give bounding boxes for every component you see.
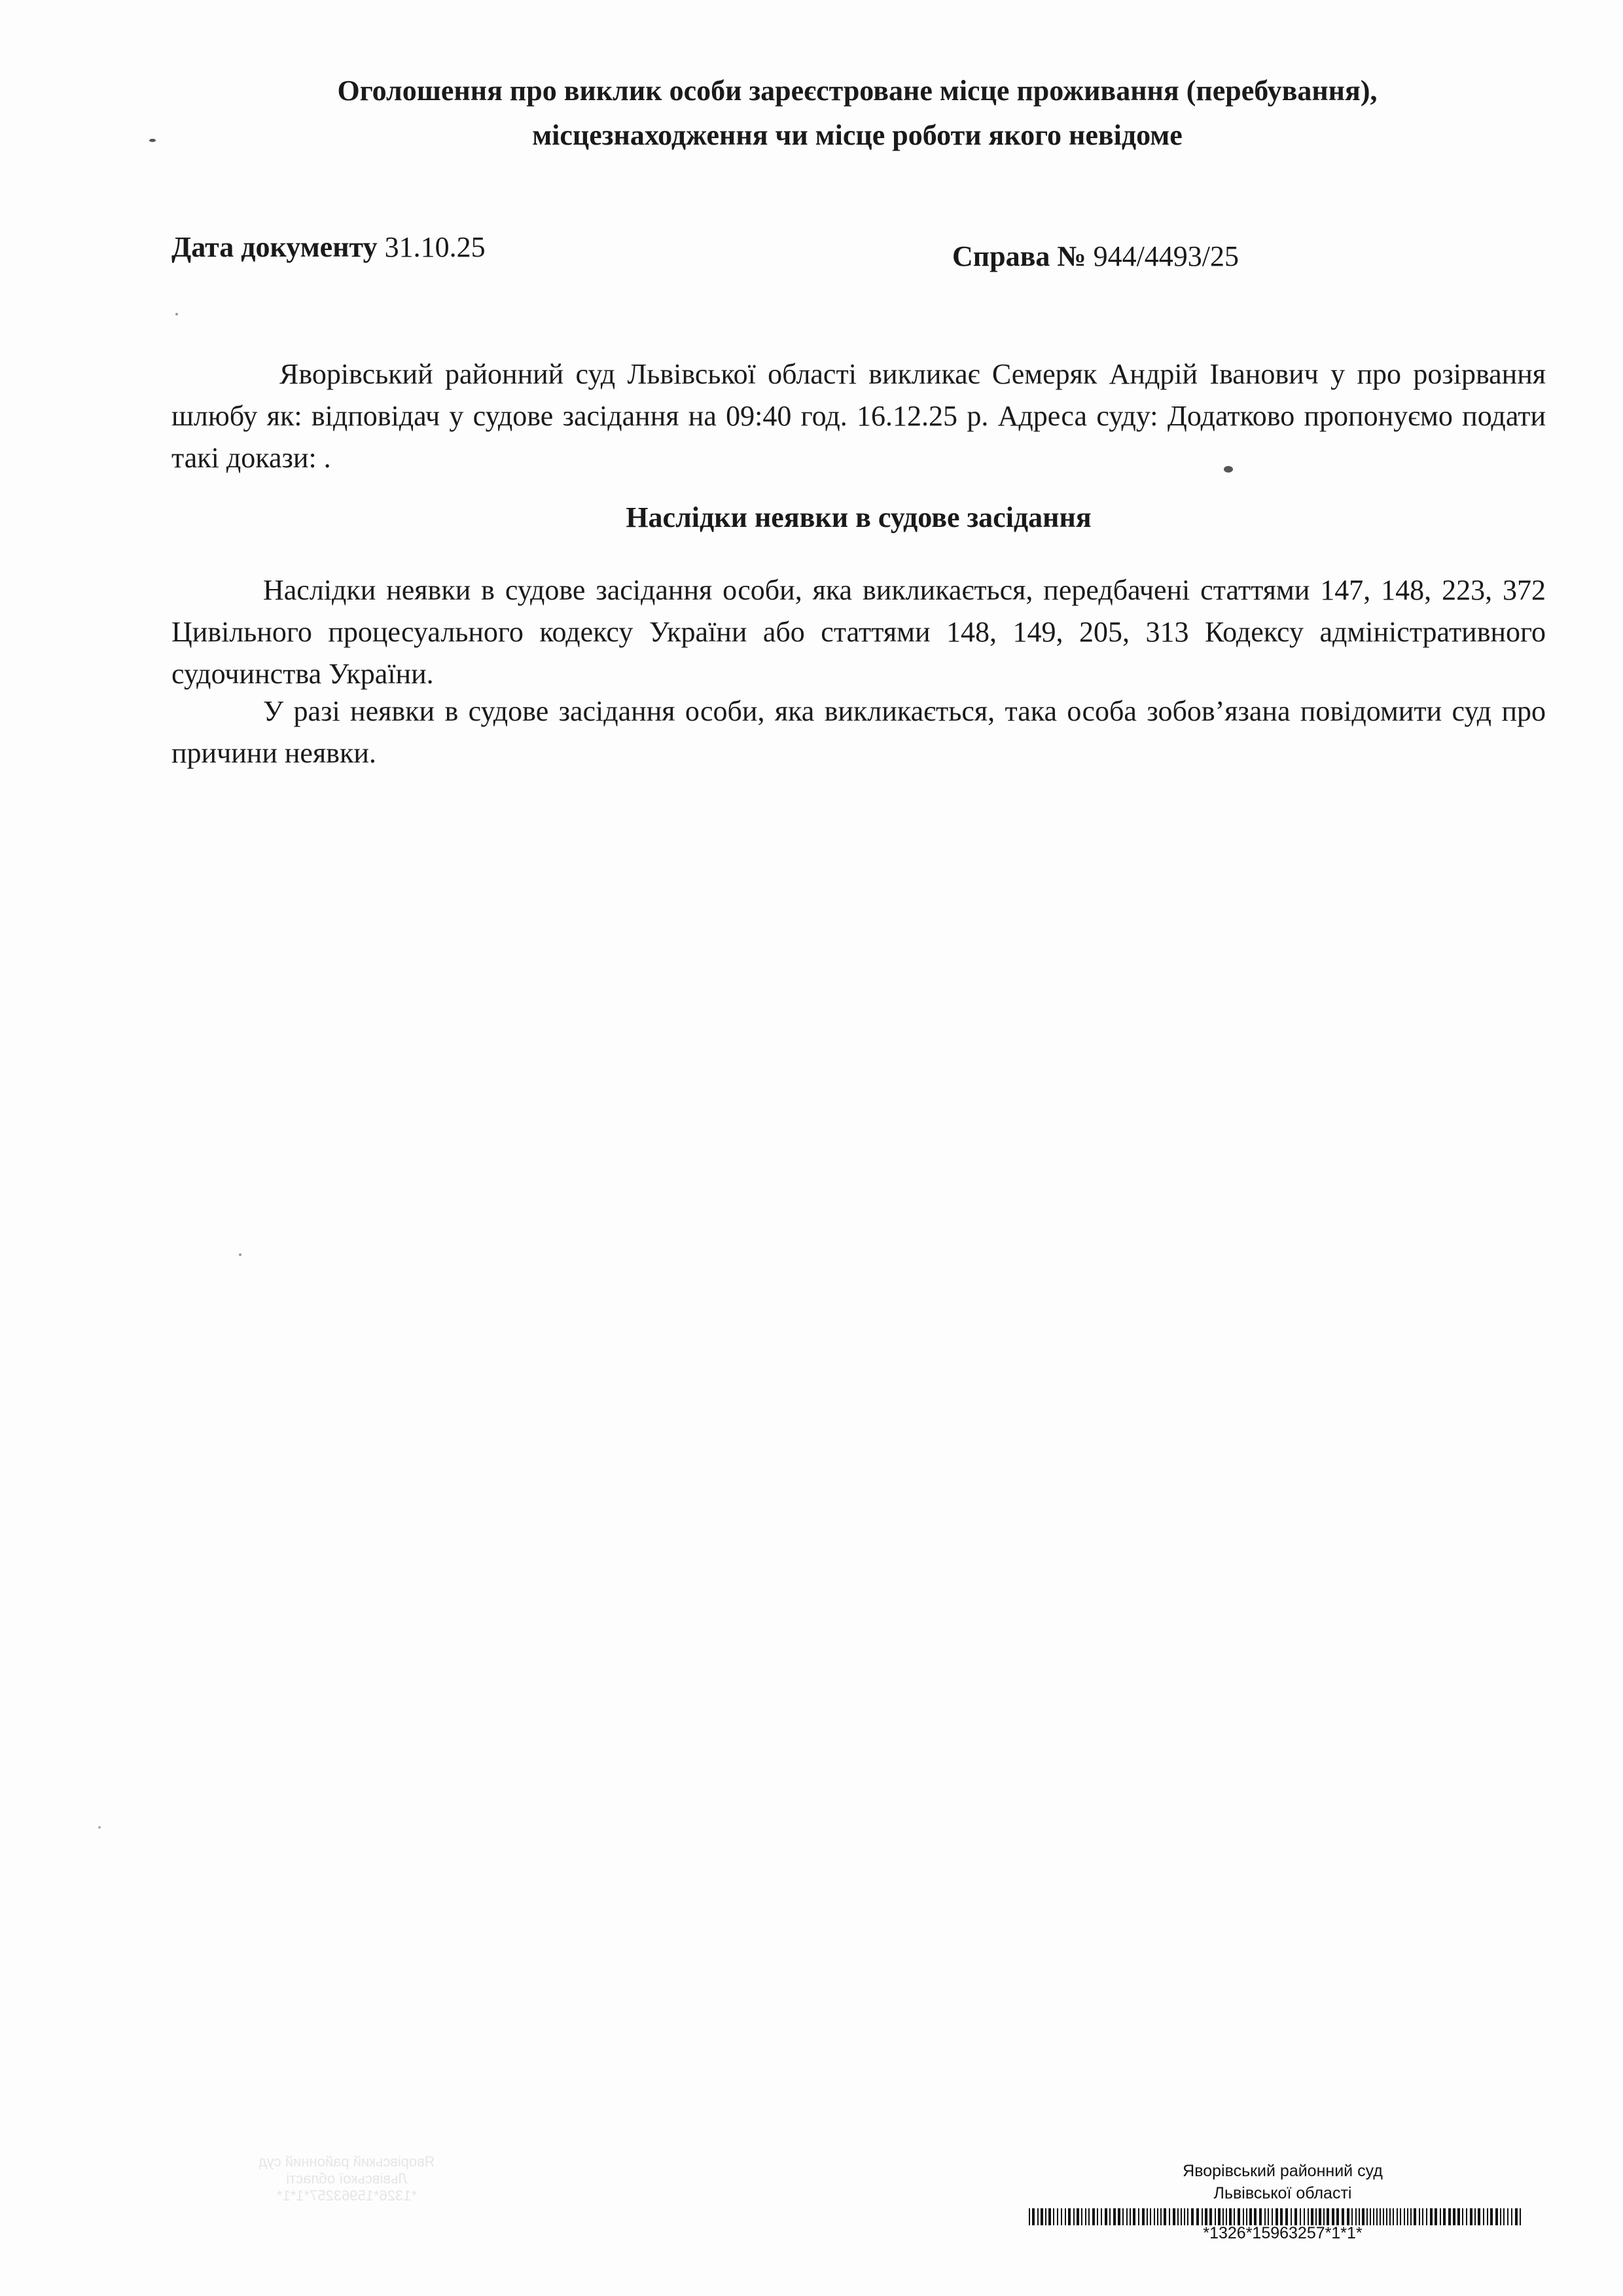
barcode-bar bbox=[1520, 2208, 1521, 2225]
barcode-bar bbox=[1272, 2208, 1273, 2225]
barcode-bar bbox=[1234, 2208, 1235, 2225]
barcode-bar bbox=[1032, 2208, 1035, 2225]
barcode-bar bbox=[1430, 2208, 1433, 2225]
court-stamp-line-1: Яворівський районний суд bbox=[1183, 2162, 1383, 2180]
barcode-bar bbox=[1133, 2208, 1135, 2225]
barcode-bar bbox=[1109, 2208, 1111, 2225]
barcode-bar bbox=[1160, 2208, 1162, 2225]
barcode-bar bbox=[1400, 2208, 1401, 2225]
barcode-bar bbox=[1457, 2208, 1460, 2225]
barcode-bar bbox=[1291, 2208, 1292, 2225]
scan-speck bbox=[1224, 466, 1233, 473]
barcode-bar bbox=[1275, 2208, 1278, 2225]
barcode-bar bbox=[1490, 2208, 1493, 2225]
barcode-bar bbox=[1209, 2208, 1212, 2225]
barcode-bar bbox=[1130, 2208, 1131, 2225]
barcode-bar bbox=[1147, 2208, 1148, 2225]
barcode-bar bbox=[1177, 2208, 1179, 2225]
barcode-bar bbox=[1157, 2208, 1158, 2225]
barcode-bar bbox=[1254, 2208, 1257, 2225]
barcode-bar bbox=[1122, 2208, 1124, 2225]
document-title bbox=[170, 69, 1544, 158]
barcode-number: *1326*15963257*1*1* bbox=[1203, 2224, 1363, 2242]
barcode-bar bbox=[1173, 2208, 1175, 2225]
barcode-bar bbox=[1164, 2208, 1166, 2225]
barcode-bar bbox=[1300, 2208, 1301, 2225]
barcode-bar bbox=[1507, 2208, 1508, 2225]
barcode-bar bbox=[1351, 2208, 1353, 2225]
barcode-bar bbox=[1370, 2208, 1371, 2225]
barcode-bar bbox=[1462, 2208, 1463, 2225]
bleed-through-line-1: Яворівський районний суд bbox=[259, 2153, 435, 2170]
barcode-bar bbox=[1355, 2208, 1357, 2225]
barcode-bar bbox=[1181, 2208, 1182, 2225]
barcode-bar bbox=[1053, 2208, 1054, 2225]
barcode-bar bbox=[1426, 2208, 1427, 2225]
barcode-bar bbox=[1243, 2208, 1244, 2225]
barcode-bar bbox=[1308, 2208, 1309, 2225]
document-date-value: 31.10.25 bbox=[384, 231, 486, 263]
barcode-bar bbox=[1142, 2208, 1145, 2225]
barcode-bar bbox=[1478, 2208, 1480, 2225]
notification-paragraph: У разі неявки в судове засідання особи, яка викликається, така особа зобов’язана повідомити суд про причини неявки. bbox=[171, 695, 1546, 769]
barcode-bar bbox=[1414, 2208, 1416, 2225]
barcode-bar bbox=[1085, 2208, 1086, 2225]
barcode-bar bbox=[1332, 2208, 1334, 2225]
barcode-bar bbox=[1389, 2208, 1391, 2225]
court-stamp bbox=[1021, 2160, 1544, 2204]
barcode-bar bbox=[1373, 2208, 1374, 2225]
summons-paragraph: Яворівський районний суд Львівської області викликає Семеряк Андрій Іванович у про розірвання шлюбу як: відповідач у судове засідання на 09:40 год. 16.12.25 р. Адреса суду: Додатково пропонуємо подати такі докази: . bbox=[171, 358, 1546, 474]
barcode-bar bbox=[1081, 2208, 1082, 2225]
barcode-bar bbox=[1422, 2208, 1423, 2225]
document-date bbox=[171, 230, 486, 264]
barcode-bar bbox=[1440, 2208, 1441, 2225]
barcode-bar bbox=[1249, 2208, 1252, 2225]
barcode bbox=[1029, 2208, 1526, 2225]
barcode-bar bbox=[1483, 2208, 1484, 2225]
barcode-bar bbox=[1077, 2208, 1079, 2225]
barcode-bar bbox=[1397, 2208, 1398, 2225]
consequences-paragraph: Наслідки неявки в судове засідання особи, яка викликається, передбачені статтями 147, 148, 223, 372 Цивільного процесуального кодексу України або статтями 148, 149, 205, 313 Кодексу адміністративного судочинства України. bbox=[171, 574, 1546, 690]
barcode-bar bbox=[1057, 2208, 1058, 2225]
barcode-bar bbox=[1383, 2208, 1384, 2225]
barcode-bar bbox=[1196, 2208, 1199, 2225]
barcode-bar bbox=[1470, 2208, 1472, 2225]
barcode-bar bbox=[1169, 2208, 1170, 2225]
barcode-bar bbox=[1500, 2208, 1501, 2225]
barcode-bar bbox=[1304, 2208, 1305, 2225]
barcode-bar bbox=[1029, 2208, 1030, 2225]
document-title-line-1: Оголошення про виклик особи зареєстроване місце проживання (перебування), bbox=[337, 75, 1378, 107]
barcode-bar bbox=[1187, 2208, 1188, 2225]
barcode-bar bbox=[1311, 2208, 1313, 2225]
document-title-line-2: місцезнаходження чи місце роботи якого невідоме bbox=[532, 119, 1183, 151]
barcode-bar bbox=[1118, 2208, 1120, 2225]
barcode-bar bbox=[1380, 2208, 1381, 2225]
barcode-bar bbox=[1222, 2208, 1224, 2225]
barcode-bar bbox=[1138, 2208, 1139, 2225]
scan-speck bbox=[239, 1253, 241, 1256]
document-date-label: Дата документу bbox=[171, 231, 378, 263]
barcode-bar bbox=[1101, 2208, 1102, 2225]
barcode-bar bbox=[1393, 2208, 1394, 2225]
barcode-bar bbox=[1419, 2208, 1420, 2225]
barcode-bar bbox=[1342, 2208, 1344, 2225]
barcode-bar bbox=[1073, 2208, 1075, 2225]
case-number-label: Справа № bbox=[952, 240, 1086, 272]
barcode-bar bbox=[1154, 2208, 1155, 2225]
barcode-bar bbox=[1359, 2208, 1360, 2225]
barcode-bar bbox=[1041, 2208, 1043, 2225]
barcode-bar bbox=[1323, 2208, 1325, 2225]
barcode-bar bbox=[1097, 2208, 1098, 2225]
barcode-bar bbox=[1259, 2208, 1262, 2225]
barcode-bar bbox=[1065, 2208, 1066, 2225]
bleed-through-stamp bbox=[92, 2153, 602, 2238]
barcode-bar bbox=[1294, 2208, 1297, 2225]
barcode-bar bbox=[1150, 2208, 1151, 2225]
barcode-bar bbox=[1037, 2208, 1039, 2225]
barcode-bar bbox=[1362, 2208, 1364, 2225]
barcode-bar bbox=[1327, 2208, 1329, 2225]
barcode-bar bbox=[1407, 2208, 1408, 2225]
barcode-bar bbox=[1238, 2208, 1240, 2225]
case-number-value: 944/4493/25 bbox=[1093, 240, 1240, 272]
barcode-bar bbox=[1474, 2208, 1476, 2225]
court-stamp-line-2: Львівської області bbox=[1213, 2184, 1352, 2202]
barcode-bar bbox=[1453, 2208, 1455, 2225]
bleed-through-line-2: Львівської області bbox=[286, 2170, 408, 2187]
barcode-bar bbox=[1376, 2208, 1378, 2225]
case-number bbox=[952, 240, 1239, 273]
barcode-bar bbox=[1105, 2208, 1107, 2225]
scan-speck bbox=[149, 139, 156, 142]
barcode-bar bbox=[1045, 2208, 1046, 2225]
barcode-bar bbox=[1092, 2208, 1095, 2225]
barcode-bar bbox=[1246, 2208, 1247, 2225]
barcode-bar bbox=[1410, 2208, 1412, 2225]
barcode-bar bbox=[1366, 2208, 1368, 2225]
barcode-bar bbox=[1191, 2208, 1194, 2225]
barcode-bar bbox=[1215, 2208, 1216, 2225]
barcode-bar bbox=[1435, 2208, 1437, 2225]
barcode-bar bbox=[1386, 2208, 1387, 2225]
barcode-bar bbox=[1404, 2208, 1405, 2225]
scan-speck bbox=[175, 313, 178, 315]
barcode-bar bbox=[1503, 2208, 1505, 2225]
barcode-bar bbox=[1218, 2208, 1221, 2225]
barcode-bar bbox=[1126, 2208, 1128, 2225]
barcode-bar bbox=[1268, 2208, 1269, 2225]
barcode-bar bbox=[1347, 2208, 1349, 2225]
barcode-bar bbox=[1285, 2208, 1288, 2225]
barcode-bar bbox=[1226, 2208, 1227, 2225]
barcode-bar bbox=[1048, 2208, 1051, 2225]
barcode-bar bbox=[1068, 2208, 1071, 2225]
barcode-bar bbox=[1448, 2208, 1451, 2225]
bleed-through-line-3: *1326*15963257*1*1* bbox=[276, 2187, 418, 2204]
barcode-bar bbox=[1061, 2208, 1062, 2225]
barcode-bar bbox=[1315, 2208, 1317, 2225]
barcode-bar bbox=[1495, 2208, 1498, 2225]
scan-speck bbox=[98, 1826, 101, 1829]
barcode-bar bbox=[1466, 2208, 1467, 2225]
barcode-bar bbox=[1280, 2208, 1283, 2225]
barcode-bar bbox=[1184, 2208, 1185, 2225]
barcode-bar bbox=[1511, 2208, 1512, 2225]
barcode-bar bbox=[1319, 2208, 1321, 2225]
barcode-bar bbox=[1113, 2208, 1116, 2225]
barcode-bar bbox=[1205, 2208, 1207, 2225]
barcode-bar bbox=[1088, 2208, 1090, 2225]
barcode-bar bbox=[1202, 2208, 1203, 2225]
barcode-bar bbox=[1515, 2208, 1518, 2225]
barcode-bar bbox=[1336, 2208, 1339, 2225]
barcode-bar bbox=[1264, 2208, 1266, 2225]
barcode-bar bbox=[1229, 2208, 1232, 2225]
barcode-bar bbox=[1487, 2208, 1488, 2225]
barcode-bar bbox=[1443, 2208, 1446, 2225]
consequences-heading: Наслідки неявки в судове засідання bbox=[626, 501, 1092, 533]
